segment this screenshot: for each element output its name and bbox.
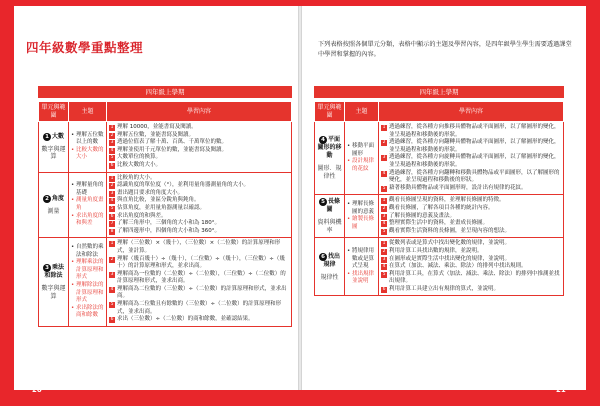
learning-item <box>109 124 289 132</box>
learning-item <box>381 139 561 154</box>
topic-item: • 比較大數的大小 <box>71 147 104 162</box>
topic-cell <box>69 172 107 238</box>
learning-item <box>109 162 289 170</box>
learning-item-text: 比較大數的大小。 <box>117 161 162 168</box>
topic-cell <box>345 122 379 195</box>
item-number-marker: 1 <box>382 125 386 130</box>
learning-item-text: 認識角度的單位度（°），並利用量角器測量角的大小。 <box>117 182 250 189</box>
learning-item-text: 畫出題目要求的角度大小。 <box>117 189 184 196</box>
unit-cell <box>315 122 345 195</box>
topic-item: • 理解量角的基礎 <box>71 182 104 197</box>
unit-name <box>41 264 66 280</box>
item-number-marker: 5 <box>382 185 386 191</box>
topic-item: • 自然數的乘法和除法 <box>71 244 104 259</box>
table-row <box>315 122 564 195</box>
learning-item-text: 觀看長條圖呈現的資料，並理解長條圖的特徵。 <box>389 197 505 204</box>
learning-item <box>109 316 289 324</box>
unit-title: 角度 <box>51 194 64 202</box>
learning-item <box>109 240 289 255</box>
item-number-marker: 1 <box>382 198 386 204</box>
item-number-marker: 2 <box>110 256 114 262</box>
page-title: 四年級數學重點整理 <box>26 40 144 55</box>
table-row <box>39 238 292 327</box>
learning-item <box>381 170 561 185</box>
learning-item <box>109 197 289 205</box>
curriculum-table-left <box>38 101 292 327</box>
item-number-marker: 2 <box>110 183 114 189</box>
content-cell <box>107 172 292 238</box>
header-topic: 主題 <box>345 102 379 122</box>
learning-item-text: 理解商為二位數的（三位數）÷（二位數）的計算原理和形式，並求出商。 <box>117 285 287 300</box>
learning-item <box>109 228 289 236</box>
item-number-marker: 6 <box>110 317 114 323</box>
item-number-marker: 4 <box>110 198 114 204</box>
unit-scope: 數字與運算 <box>41 145 66 161</box>
item-number-marker: 1 <box>110 175 114 181</box>
topic-item: • 設計規律的花紋 <box>347 158 376 173</box>
learning-item-text: 大數單位的換算。 <box>117 154 162 161</box>
left-page <box>14 6 298 390</box>
item-number-marker: 4 <box>382 264 386 270</box>
learning-item <box>381 256 561 264</box>
learning-item-text: 利用計算工具，在算式（加法、減法、乘法、除法）的排列中推測並找出規律。 <box>389 270 560 285</box>
learning-item <box>109 154 289 162</box>
page-number-left: 20 <box>32 386 42 394</box>
unit-number-badge: 4 <box>319 136 327 144</box>
item-number-marker: 3 <box>382 155 386 161</box>
unit-cell <box>315 195 345 238</box>
learning-item <box>109 220 289 228</box>
learning-item <box>381 228 561 236</box>
header-unit: 單元與範圍 <box>315 102 345 122</box>
topic-cell <box>345 238 379 296</box>
learning-item-text: 利用計算工具建立出有規律的算式，並說明。 <box>389 285 500 292</box>
header-content: 學習內容 <box>107 102 292 122</box>
unit-cell <box>39 172 69 238</box>
learning-item-text: 理解（三位數）×（幾十），（三位數）×（二位數）的計算原理和形式，並計算。 <box>117 240 281 254</box>
learning-item <box>109 213 289 221</box>
unit-number-badge: 6 <box>319 253 327 261</box>
item-number-marker: 2 <box>382 248 386 254</box>
content-cell <box>107 238 292 327</box>
topic-item: • 理解五位數以上的數 <box>71 132 104 147</box>
learning-item-text: 在算式（加法、減法、乘法、除法）的排列中找出規則。 <box>389 263 527 270</box>
item-number-marker: 8 <box>110 228 114 234</box>
item-number-marker: 1 <box>110 125 114 130</box>
topic-item: • 將規律用數或是算式呈現 <box>347 248 376 271</box>
learning-item-text: 理解五位數，並能書寫及閱讀。 <box>117 131 195 138</box>
learning-item-text: 求出角度的和與差。 <box>117 212 167 219</box>
unit-title: 大數 <box>51 132 64 140</box>
learning-item-text: 透過練習，從各種方向推移具體物品或平面圖形，以了解圖形的變化，並呈現過程和移動後的形狀。 <box>389 124 560 138</box>
item-number-marker: 1 <box>382 241 386 247</box>
content-cell <box>379 238 564 296</box>
learning-item <box>381 154 561 169</box>
item-number-marker: 5 <box>110 205 114 211</box>
learning-item-text: 估算角度，並用量角器測量以確認。 <box>117 204 206 211</box>
unit-name <box>317 253 342 269</box>
topic-item: • 移動平面圖形 <box>347 143 376 158</box>
unit-name <box>41 195 66 203</box>
learning-item-text: 整理實際生活中的資料，並畫成長條圖。 <box>389 220 489 227</box>
unit-number-badge: 1 <box>43 133 51 141</box>
unit-name <box>317 136 342 160</box>
topic-item: • 理解乘法的計算原理和形式 <box>71 259 104 282</box>
table-header-row <box>315 102 564 122</box>
learning-item-text: 理解（幾百幾十）÷（幾十），（二位數）÷（幾十），（三位數）÷（幾十）的計算原理和形式，並求出商。 <box>117 255 285 270</box>
unit-number-badge: 2 <box>43 195 51 203</box>
learning-item <box>381 271 561 286</box>
unit-name <box>317 198 342 214</box>
learning-item <box>109 205 289 213</box>
item-number-marker: 2 <box>110 132 114 138</box>
learning-item <box>381 197 561 205</box>
learning-item <box>381 263 561 271</box>
table-row <box>315 195 564 238</box>
unit-scope: 規律性 <box>320 273 339 281</box>
item-number-marker: 3 <box>110 140 114 146</box>
item-number-marker: 4 <box>382 221 386 227</box>
item-number-marker: 5 <box>382 271 386 277</box>
learning-item <box>381 240 561 248</box>
learning-item <box>381 185 561 193</box>
unit-scope: 圖形．規律性 <box>317 165 342 180</box>
item-number-marker: 7 <box>110 221 114 227</box>
unit-cell <box>39 238 69 327</box>
unit-title: 找出規律 <box>323 252 340 268</box>
learning-item-text: 了解四邊形中，四個角的大小和為 360°。 <box>117 227 220 234</box>
item-number-marker: 6 <box>110 213 114 219</box>
unit-title: 乘法和除法 <box>44 263 64 279</box>
item-number-marker: 1 <box>110 241 114 247</box>
learning-item <box>109 301 289 316</box>
learning-item-text: 透過練習，從各種方向翻轉具體物品或平面圖形，以了解圖形的變化，並呈現過程和移動後的形狀。 <box>389 139 560 153</box>
learning-item-text: 透過練習，從各種方向旋轉具體物品或平面圖形，以了解圖形的變化，並呈現過程和移動後的形狀。 <box>389 154 560 168</box>
item-number-marker: 6 <box>382 286 386 292</box>
header-topic: 主題 <box>69 102 107 122</box>
right-page <box>302 6 586 390</box>
learning-item-text: 在圖形或是實際生活中找出變化的規律，並說明。 <box>389 255 511 262</box>
intro-text: 下列表格按照各個單元分類，表格中顯示的主題及學習內容，是四年級學生學生需要透過課堂中學習和掌握的內容。 <box>318 41 572 58</box>
learning-item <box>381 213 561 221</box>
item-number-marker: 5 <box>110 155 114 161</box>
learning-item-text: 利用計算工具找出數的規律，並說明。 <box>389 247 483 254</box>
topic-item: • 理解除法的計算原理和形式 <box>71 282 104 305</box>
header-content: 學習內容 <box>379 102 564 122</box>
learning-item-text: 觀看實際生活資料的長條圖，並呈現內容的想法。 <box>389 227 511 234</box>
item-number-marker: 3 <box>382 256 386 262</box>
item-number-marker: 5 <box>382 228 386 234</box>
content-cell <box>379 195 564 238</box>
topic-cell <box>345 195 379 238</box>
learning-item <box>109 139 289 147</box>
unit-scope: 數字與運算 <box>41 284 66 300</box>
learning-item-text: 藉著移動具體物品或平面圖形時，設計出有規律的花紋。 <box>389 184 527 191</box>
table-header-row <box>39 102 292 122</box>
learning-item <box>109 182 289 190</box>
topic-item: • 理解長條圖的意義 <box>347 201 376 216</box>
learning-item <box>381 205 561 213</box>
semester-banner: 四年級上學期 <box>314 86 564 98</box>
unit-cell <box>39 122 69 173</box>
topic-item: • 求出除法的商和餘數 <box>71 305 104 320</box>
unit-number-badge: 3 <box>43 264 51 272</box>
unit-cell <box>315 238 345 296</box>
learning-item-text: 從數列表或是算式中找出變化數的規律，並說明。 <box>389 240 511 247</box>
item-number-marker: 2 <box>382 205 386 211</box>
semester-banner: 四年級上學期 <box>38 86 292 98</box>
unit-number-badge: 5 <box>319 198 327 206</box>
item-number-marker: 5 <box>110 302 114 308</box>
unit-title: 長條圖 <box>326 198 340 214</box>
header-unit: 單元與範圍 <box>39 102 69 122</box>
learning-item-text: 比較角的大小。 <box>117 174 156 181</box>
learning-item <box>381 248 561 256</box>
learning-item-text: 透過位值表了解十萬、百萬、千萬單位的數。 <box>117 139 228 146</box>
topic-item: • 測量角度畫角 <box>71 197 104 212</box>
learning-item <box>109 256 289 271</box>
learning-item-text: 了解三角形中，三個角的大小和為 180°。 <box>117 220 220 227</box>
content-cell <box>107 122 292 173</box>
learning-item <box>109 271 289 286</box>
topic-item: • 繪製長條圖 <box>347 216 376 231</box>
learning-item-text: 理解商為二位數且有餘數的（三位數）÷（二位數）的計算原理和形式，並求出商。 <box>117 301 282 315</box>
table-row <box>315 238 564 296</box>
item-number-marker: 4 <box>110 147 114 153</box>
learning-item-text: 求出（三位數）÷（二位數）的商和餘數，並確認結果。 <box>117 316 254 323</box>
learning-item <box>381 220 561 228</box>
unit-scope: 資料與機率 <box>317 219 342 234</box>
table-row <box>39 172 292 238</box>
learning-item-text: 了解長條圖的意義及畫法。 <box>389 212 456 219</box>
learning-item-text: 透過練習，從各種方向翻轉和移動具體物品或平面圖形，以了解圖形的變化，並呈現過程和移動後的形狀。 <box>389 169 560 184</box>
topic-cell <box>69 238 107 327</box>
curriculum-table-right <box>314 101 564 296</box>
table-row <box>39 122 292 173</box>
item-number-marker: 4 <box>382 170 386 176</box>
learning-item-text: 理解商為一位數的（二位數）÷（二位數），（三位數）÷（二位數）的計算原理和形式，並求出商。 <box>117 270 286 285</box>
learning-item <box>109 286 289 301</box>
item-number-marker: 2 <box>382 140 386 146</box>
item-number-marker: 3 <box>110 271 114 277</box>
learning-item-text: 觀看長條圖，了解各項目各種的統計內容。 <box>389 204 494 211</box>
topic-item: • 求出角度的和與差 <box>71 213 104 228</box>
item-number-marker: 4 <box>110 286 114 292</box>
page-number-right: 21 <box>556 386 566 394</box>
unit-scope: 測量 <box>47 207 60 215</box>
learning-item-text: 理解 10000，並能書寫及閱讀。 <box>117 124 197 130</box>
topic-cell <box>69 122 107 173</box>
item-number-marker: 3 <box>382 213 386 219</box>
content-cell <box>379 122 564 195</box>
learning-item-text: 理解並使用千元單位的數，並能書寫及閱讀。 <box>117 146 228 153</box>
item-number-marker: 3 <box>110 190 114 196</box>
item-number-marker: 6 <box>110 162 114 168</box>
unit-name <box>41 133 66 141</box>
learning-item <box>381 286 561 294</box>
topic-item: • 找出規律並說明 <box>347 271 376 286</box>
unit-title: 平面圖形的移動 <box>317 136 342 160</box>
learning-item-text: 與直角比較，並區分銳角與鈍角。 <box>117 197 200 204</box>
learning-item <box>381 124 561 139</box>
